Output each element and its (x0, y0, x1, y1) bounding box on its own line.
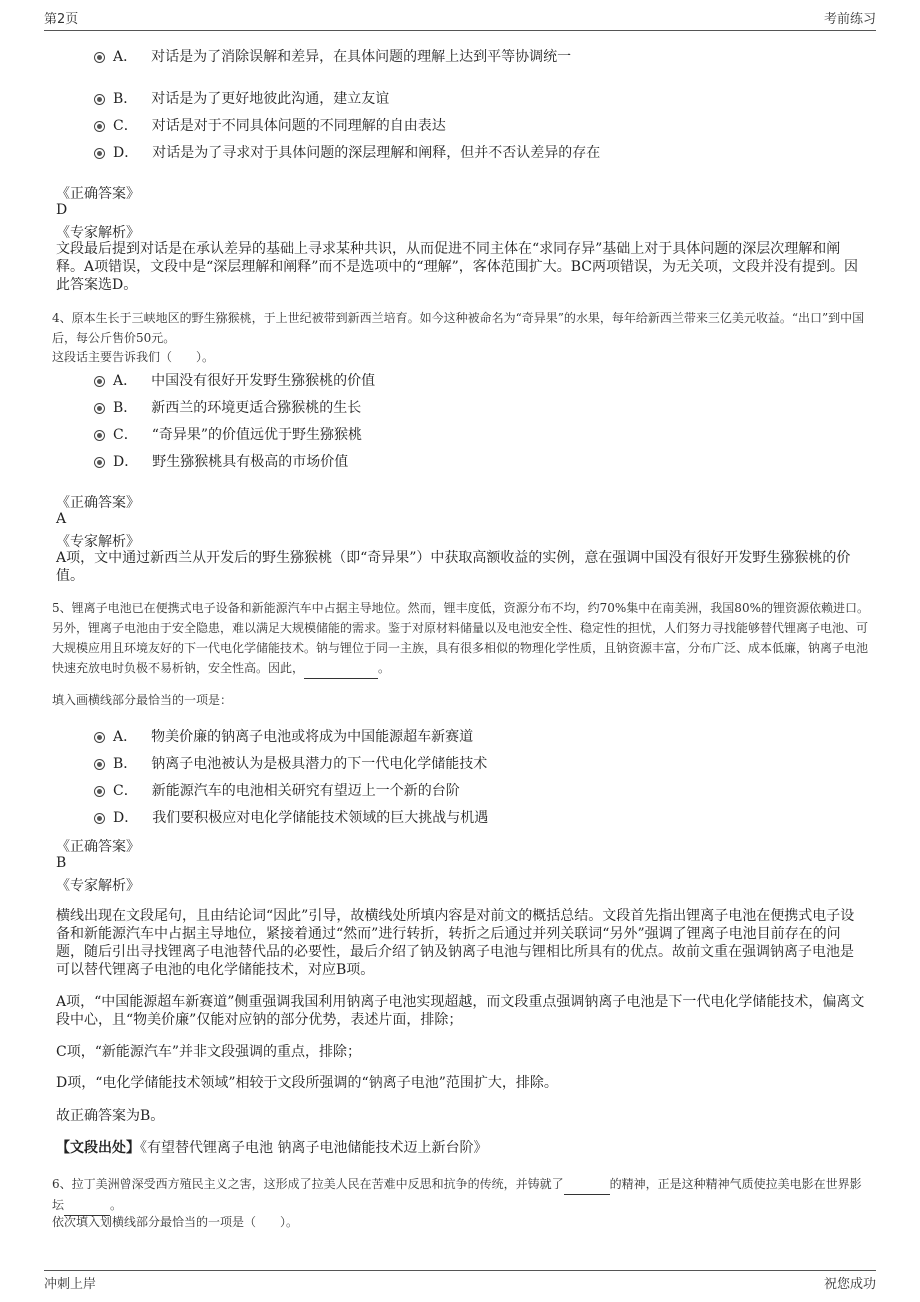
q5-stem: 5、锂离子电池已在便携式电子设备和新能源汽车中占据主导地位。然而，锂丰度低，资源分布不均，约70%集中在南美洲，我国80%的锂资源依赖进口。另外，锂离子电池由于安全隐患，难以满足大规模储能的需求。鉴于对原材料储量以及电池安全性、稳定性的担忧，人们努力寻找能够替代锂离子电池、可大规模应用且环境友好的下一代电化学储能技术。钠与锂位于同一主族，具有很多相似的物理化学性质，且钠资源丰富，分布广泛、成本低廉，钠离子电池快速充放电时负极不易析钠，安全性高。因此， 。 (52, 598, 870, 679)
q4-prompt: 这段话主要告诉我们（ ）。 (52, 350, 215, 364)
radio-icon[interactable] (94, 786, 105, 797)
q4-option-c[interactable]: C． “奇异果”的价值远优于野生猕猴桃 (94, 424, 362, 444)
footer-left: 冲刺上岸 (44, 1277, 97, 1292)
q4-analysis: A项，文中通过新西兰从开发后的野生猕猴桃（即“奇异果”）中获取高额收益的实例，意在强调中国没有很好开发野生猕猴桃的价值。 (56, 550, 851, 584)
q6-stem: 6、拉丁美洲曾深受西方殖民主义之害，这形成了拉美人民在苦难中反思和抗争的传统，并铸就了 的精神，正是这种精神气质使拉美电影在世界影坛 。 (52, 1174, 870, 1216)
page-number: 第2页 (44, 12, 79, 27)
radio-icon[interactable] (94, 403, 105, 414)
source-title: 《有望替代锂离子电池 钠离子电池储能技术迈上新台阶》 (140, 1140, 488, 1156)
page-footer (44, 1270, 876, 1295)
fill-blank (564, 1174, 610, 1195)
q4-stem: 4、原本生长于三峡地区的野生猕猴桃，于上世纪被带到新西兰培育。如今这种被命名为“奇异果”的水果，每年给新西兰带来三亿美元收益。“出口”到中国后，每公斤售价50元。 (52, 311, 865, 345)
q5-prompt: 填入画横线部分最恰当的一项是： (52, 693, 233, 707)
q4-option-b[interactable]: B． 新西兰的环境更适合猕猴桃的生长 (94, 397, 361, 417)
q5-analysis-p5: 故正确答案为B。 (56, 1108, 165, 1124)
radio-icon[interactable] (94, 759, 105, 770)
q5-option-d[interactable]: D． 我们要积极应对电化学储能技术领域的巨大挑战与机遇 (94, 807, 488, 827)
q4-option-d[interactable]: D． 野生猕猴桃具有极高的市场价值 (94, 451, 348, 471)
q4-answer: A (56, 511, 67, 527)
q3-option-b[interactable]: B． 对话是为了更好地彼此沟通，建立友谊 (94, 88, 389, 108)
fill-blank (304, 658, 378, 679)
q5-answer: B (56, 855, 67, 871)
q3-option-d[interactable]: D． 对话是为了寻求对于具体问题的深层理解和阐释，但并不否认差异的存在 (94, 142, 600, 162)
q4-option-a[interactable]: A． 中国没有很好开发野生猕猴桃的价值 (94, 370, 375, 390)
q5-analysis-label: 《专家解析》 (56, 878, 140, 894)
radio-icon[interactable] (94, 376, 105, 387)
q5-option-a[interactable]: A． 物美价廉的钠离子电池或将成为中国能源超车新赛道 (94, 726, 473, 746)
radio-icon[interactable] (94, 94, 105, 105)
q4-analysis-label: 《专家解析》 (56, 534, 140, 550)
radio-icon[interactable] (94, 813, 105, 824)
q6-prompt: 依次填入划横线部分最恰当的一项是（ ）。 (52, 1215, 299, 1229)
q3-option-a[interactable]: A． 对话是为了消除误解和差异，在具体问题的理解上达到平等协调统一 (94, 46, 571, 66)
radio-icon[interactable] (94, 52, 105, 63)
q3-answer-label: 《正确答案》 (56, 186, 140, 202)
q5-source (56, 1139, 866, 1157)
q5-option-b[interactable]: B． 钠离子电池被认为是极具潜力的下一代电化学储能技术 (94, 753, 487, 773)
footer-right: 祝您成功 (823, 1277, 876, 1292)
q4-answer-label: 《正确答案》 (56, 495, 140, 511)
q5-analysis-p1: 横线出现在文段尾句，且由结论词“因此”引导，故横线处所填内容是对前文的概括总结。文段首先指出锂离子电池在便携式电子设备和新能源汽车中占据主导地位，紧接着通过“然而”进行转折，转折之后通过并列关联词“另外”强调了锂离子电池目前存在的问题，随后引出寻找锂离子电池替代品的必要性，最后介绍了钠及钠离子电池与锂相比所具有的优点。故前文重在强调钠离子电池是可以替代锂离子电池的电化学储能技术，对应B项。 (56, 908, 855, 978)
radio-icon[interactable] (94, 457, 105, 468)
q5-answer-label: 《正确答案》 (56, 839, 140, 855)
header-title: 考前练习 (823, 12, 876, 27)
q3-analysis: 文段最后提到对话是在承认差异的基础上寻求某种共识，从而促进不同主体在“求同存异”基础上对于具体问题的深层次理解和阐释。A项错误，文段中是“深层理解和阐释”而不是选项中的“理解”，客体范围扩大。BC两项错误，为无关项，文段并没有提到。因此答案选D。 (56, 241, 858, 293)
radio-icon[interactable] (94, 732, 105, 743)
q5-option-c[interactable]: C． 新能源汽车的电池相关研究有望迈上一个新的台阶 (94, 780, 460, 800)
q5-analysis-p2: A项，“中国能源超车新赛道”侧重强调我国利用钠离子电池实现超越，而文段重点强调钠离子电池是下一代电化学储能技术，偏离文段中心，且“物美价廉”仅能对应钠的部分优势，表述片面，排除； (56, 994, 865, 1028)
radio-icon[interactable] (94, 430, 105, 441)
radio-icon[interactable] (94, 148, 105, 159)
q5-analysis-p3: C项，“新能源汽车”并非文段强调的重点，排除； (56, 1044, 362, 1060)
q5-analysis-p4: D项，“电化学储能技术领域”相较于文段所强调的“钠离子电池”范围扩大，排除。 (56, 1075, 558, 1091)
q3-answer: D (56, 202, 68, 218)
q3-option-c[interactable]: C． 对话是对于不同具体问题的不同理解的自由表达 (94, 115, 446, 135)
source-tag: 【文段出处】 (56, 1140, 140, 1156)
page-header (44, 8, 876, 31)
radio-icon[interactable] (94, 121, 105, 132)
q3-analysis-label: 《专家解析》 (56, 225, 140, 241)
